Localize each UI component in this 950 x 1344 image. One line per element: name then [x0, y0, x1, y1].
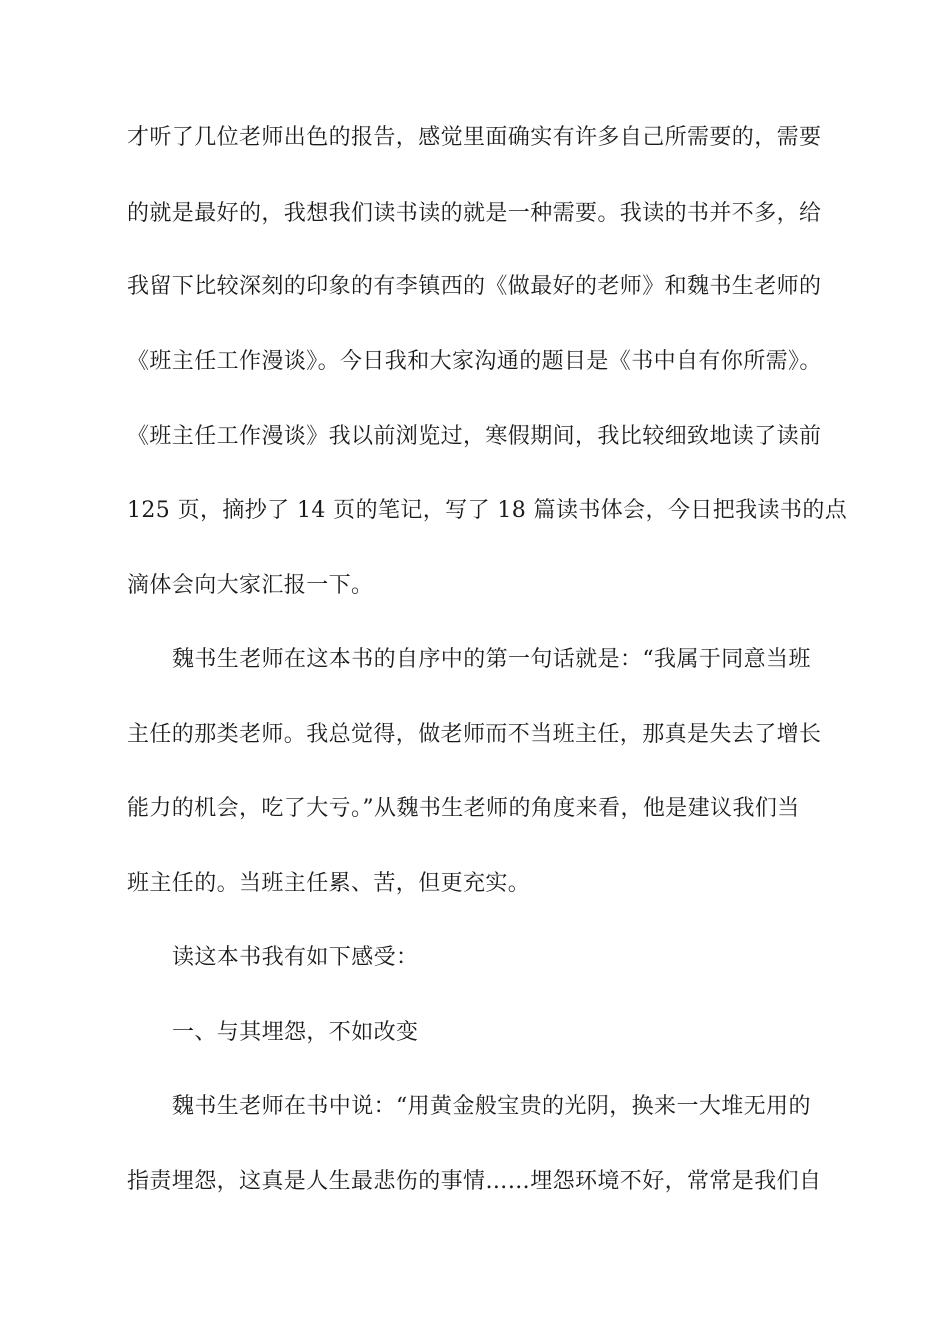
- text-line: 才听了几位老师出色的报告，感觉里面确实有许多自己所需要的，需要: [127, 125, 822, 150]
- text-line: 滴体会向大家汇报一下。: [127, 573, 374, 598]
- text-line: 《班主任工作漫谈》。今日我和大家沟通的题目是《书中自有你所需》。: [127, 349, 822, 374]
- text-line: 能力的机会，吃了大亏。”从魏书生老师的角度来看，他是建议我们当: [127, 796, 800, 821]
- text-line: 指责埋怨，这真是人生最悲伤的事情……埋怨环境不好，常常是我们自: [127, 1169, 822, 1194]
- section-heading: 一、与其埋怨，不如改变: [172, 1020, 419, 1045]
- text-line: 《班主任工作漫谈》我以前浏览过，寒假期间，我比较细致地读了读前: [127, 424, 822, 449]
- paragraph-start-line: 魏书生老师在书中说：“用黄金般宝贵的光阴，换来一大堆无用的: [172, 1094, 811, 1119]
- text-line: 我留下比较深刻的印象的有李镇西的《做最好的老师》和魏书生老师的: [127, 274, 822, 299]
- text-line: 125 页，摘抄了 14 页的笔记，写了 18 篇读书体会，今日把我读书的点: [127, 498, 848, 523]
- paragraph-start-line: 魏书生老师在这本书的自序中的第一句话就是：“我属于同意当班: [172, 647, 811, 672]
- text-line: 主任的那类老师。我总觉得，做老师而不当班主任，那真是失去了增长: [127, 722, 822, 747]
- text-line: 的就是最好的，我想我们读书读的就是一种需要。我读的书并不多，给: [127, 201, 822, 226]
- text-line: 班主任的。当班主任累、苦，但更充实。: [127, 871, 531, 896]
- paragraph-start-line: 读这本书我有如下感受：: [172, 945, 419, 970]
